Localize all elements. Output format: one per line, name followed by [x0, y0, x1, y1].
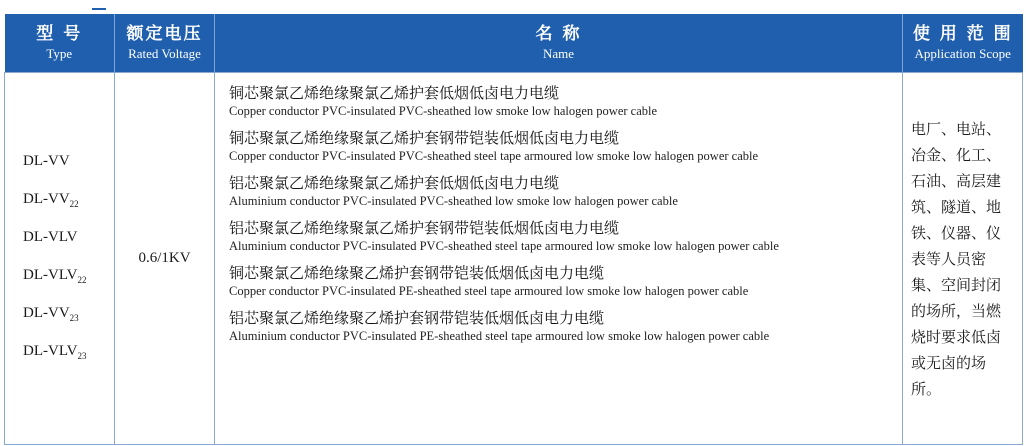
header-type-en: Type [46, 46, 73, 61]
name-en: Copper conductor PVC-insulated PVC-sheathed low smoke low halogen power cable [229, 104, 658, 118]
type-item: $DL-VLV_{22}$ [23, 266, 87, 285]
name-cn: 铝芯聚氯乙烯绝缘聚氯乙烯护套低烟低卤电力电缆 [229, 174, 560, 192]
header-voltage-en: Rated Voltage [128, 46, 201, 61]
name-en: Aluminium conductor PVC-insulated PE-sheathed steel tape armoured low smoke low halogen power cable [229, 329, 770, 343]
header-name-en: Name [542, 46, 575, 61]
header-scope-cn: 使 用 范 围 [912, 24, 1013, 44]
name-cn: 铝芯聚氯乙烯绝缘聚乙烯护套钢带铠装低烟低卤电力电缆 [229, 309, 605, 327]
header-type-cn: 型 号 [36, 24, 83, 44]
top-strip [0, 0, 1026, 14]
type-item: $DL-VV_{23}$ [23, 304, 79, 323]
header-name [215, 14, 903, 73]
name-cn: 铜芯聚氯乙烯绝缘聚氯乙烯护套低烟低卤电力电缆 [229, 84, 560, 102]
header-voltage-cn: 额定电压 [126, 24, 203, 44]
type-item: $DL-VV_{22}$ [23, 190, 79, 209]
name-list [215, 73, 903, 445]
name-cn: 铝芯聚氯乙烯绝缘聚氯乙烯护套钢带铠装低烟低卤电力电缆 [229, 219, 620, 237]
header-name-cn: 名 称 [535, 24, 582, 44]
name-cn: 铜芯聚氯乙烯绝缘聚氯乙烯护套钢带铠装低烟低卤电力电缆 [229, 129, 620, 147]
list-item [229, 263, 892, 299]
name-en: Aluminium conductor PVC-insulated PVC-sheathed steel tape armoured low smoke low halogen power cable [229, 239, 779, 253]
title-underline [92, 0, 106, 10]
cable-spec-table [4, 14, 1023, 445]
name-en: Copper conductor PVC-insulated PVC-sheathed steel tape armoured low smoke low halogen power cable [229, 149, 759, 163]
header-scope [903, 14, 1023, 73]
header-type [5, 14, 115, 73]
name-en: Copper conductor PVC-insulated PE-sheathed steel tape armoured low smoke low halogen power cable [229, 284, 749, 298]
list-item [229, 218, 892, 254]
header-voltage [115, 14, 215, 73]
table-row [5, 73, 1023, 445]
header-scope-en: Application Scope [914, 46, 1011, 61]
type-item: DL-VV [23, 152, 70, 169]
header-row [5, 14, 1023, 73]
list-item [229, 173, 892, 209]
list-item [229, 128, 892, 164]
name-en: Aluminium conductor PVC-insulated PVC-sheathed low smoke low halogen power cable [229, 194, 678, 208]
name-cn: 铜芯聚氯乙烯绝缘聚乙烯护套钢带铠装低烟低卤电力电缆 [229, 264, 605, 282]
type-item: $DL-VLV_{23}$ [23, 342, 87, 361]
rated-voltage: 0.6/1KV [115, 73, 215, 445]
list-item [229, 83, 892, 119]
type-list [5, 73, 115, 445]
list-item [229, 308, 892, 344]
type-item: DL-VLV [23, 228, 78, 245]
application-scope: 电厂、电站、冶金、化工、石油、高层建筑、隧道、地铁、仪器、仪表等人员密集、空间封闭的场所，当燃烧时要求低卤或无卤的场所。 [903, 73, 1023, 445]
